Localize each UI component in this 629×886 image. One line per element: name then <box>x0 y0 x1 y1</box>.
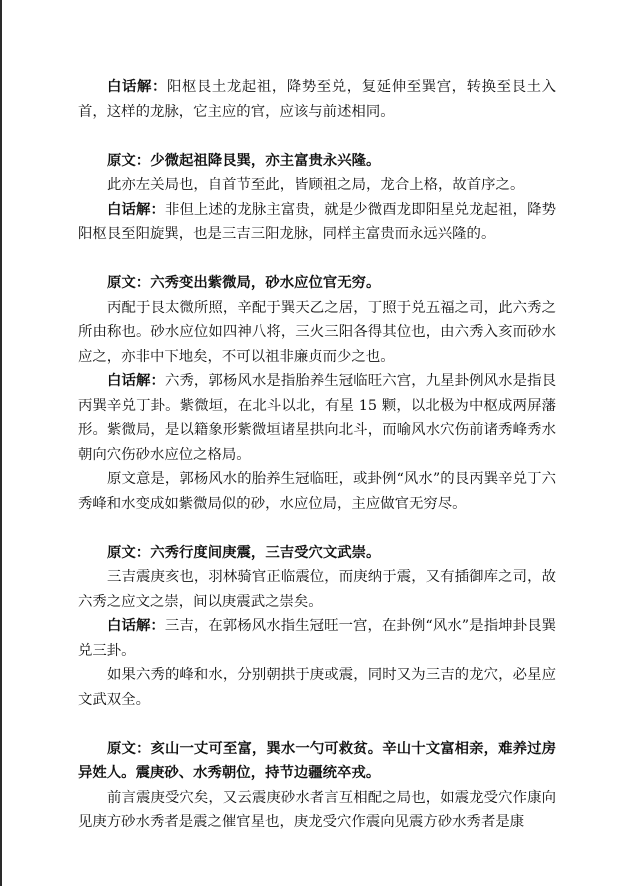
original-text: 少微起祖降艮巽，亦主富贵永兴隆。 <box>150 151 381 169</box>
explanation-paragraph <box>78 369 556 467</box>
commentary-paragraph: 前言震庚受穴矣，又云震庚砂水者言互相配之局也，如震龙受穴作康向见庚方砂水秀者是震之催官星也，庚龙受穴作震向见震方砂水秀者是康 <box>78 789 556 830</box>
note-paragraph: 如果六秀的峰和水，分别朝拱于庚或震，同时又为三吉的龙穴，必星应文武双全。 <box>78 667 556 708</box>
original-text: 六秀行度间庚震，三吉受穴文武崇。 <box>150 543 381 561</box>
document-page <box>78 75 556 835</box>
original-text-paragraph <box>78 149 556 174</box>
original-label: 原文： <box>107 274 151 291</box>
commentary-paragraph: 丙配于艮太微所照，辛配于巽天乙之居，丁照于兑五福之司，此六秀之所由称也。砂水应位如四神八将，三火三阳各得其位也，由六秀入亥而砂水应之，亦非中下地矣，不可以祖非廉贞而少之也。 <box>78 299 556 365</box>
section-gap <box>78 516 556 541</box>
explanation-label: 白话解： <box>107 78 167 95</box>
page-left-edge <box>0 0 2 886</box>
original-text: 亥山一丈可至富，巽水一勺可救贫。辛山十文富相亲，难养过房异姓人。震庚砂、水秀朝位，持节边疆统卒戎。 <box>78 739 556 781</box>
section-gap <box>78 124 556 149</box>
original-text-paragraph <box>78 271 556 296</box>
explanation-paragraph <box>78 75 556 124</box>
section-gap <box>78 712 556 737</box>
original-label: 原文： <box>107 543 151 561</box>
explanation-label: 白话解： <box>107 617 165 634</box>
explanation-text: 三吉，在郭杨风水指生冠旺一宫，在卦例“风水”是指坤卦艮巽兑三卦。 <box>78 618 556 659</box>
commentary-paragraph: 三吉震庚亥也，羽林骑官正临震位，而庚纳于震，又有插御库之司，故六秀之应文之崇，间以庚震武之崇矣。 <box>78 569 556 610</box>
commentary-paragraph: 此亦左关局也，自首节至此，皆顾祖之局，龙合上格，故首序之。 <box>107 177 525 193</box>
explanation-paragraph <box>78 198 556 247</box>
original-text-paragraph <box>78 737 556 786</box>
original-text: 六秀变出紫微局，砂水应位官无穷。 <box>150 274 381 291</box>
explanation-label: 白话解： <box>107 200 165 218</box>
explanation-text: 阳枢艮土龙起祖，降势至兑，复延伸至巽宫，转换至艮土入首，这样的龙脉，它主应的官，应该与前述相同。 <box>78 79 556 120</box>
explanation-paragraph <box>78 614 556 663</box>
original-text-paragraph <box>78 541 556 566</box>
explanation-text: 六秀，郭杨风水是指胎养生冠临旺六宫，九星卦例风水是指艮丙巽辛兑丁卦。紫微垣，在北斗以北，有星 15 颗，以北极为中枢成两屏藩形。紫微局，是以籍象形紫微垣诸星拱向北斗，而喻风水穴伤前诸秀峰秀水朝向穴伤砂水应位之格局。 <box>78 373 556 463</box>
original-label: 原文： <box>107 739 151 757</box>
explanation-text: 非但上述的龙脉主富贵，就是少微酉龙即阳星兑龙起祖，降势阳枢艮至阳旋巽，也是三吉三阳龙脉，同样主富贵而永远兴隆的。 <box>78 201 556 242</box>
original-label: 原文： <box>107 151 151 169</box>
note-paragraph: 原文意是，郭杨风水的胎养生冠临旺，或卦例“风水”的艮丙巽辛兑丁六秀峰和水变成如紫微局似的砂，水应位局，主应做官无穷尽。 <box>78 471 556 512</box>
section-gap <box>78 247 556 272</box>
explanation-label: 白话解： <box>107 372 165 389</box>
